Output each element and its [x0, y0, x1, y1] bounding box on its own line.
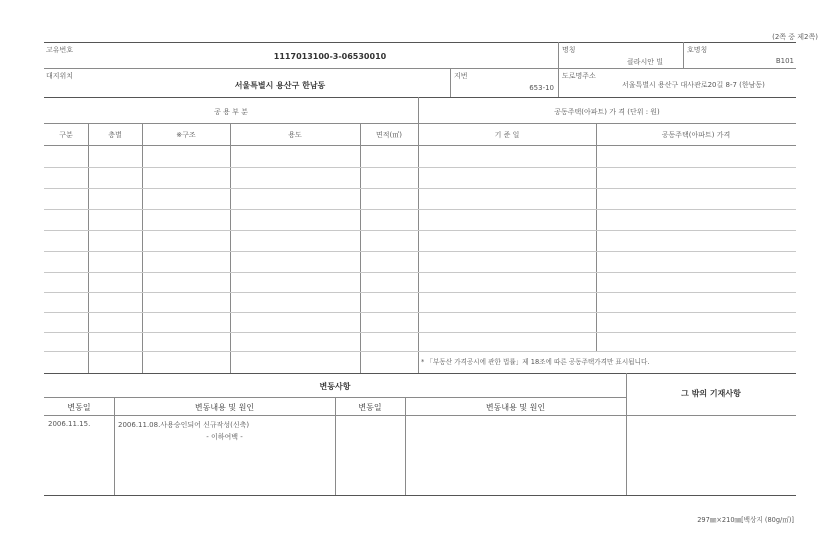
table-col-line — [142, 123, 143, 373]
name-label: 명칭 — [562, 46, 576, 54]
table-row-line — [44, 167, 796, 168]
lot-label: 지번 — [454, 72, 468, 80]
price-footnote: * 「부동산 가격공시에 관한 법률」제 18조에 따른 공동주택가격만 표시됩니다. — [421, 358, 650, 366]
table-row-line — [44, 351, 796, 352]
changes-top-line — [44, 373, 796, 374]
shared-section-title: 공 용 부 분 — [214, 108, 248, 116]
changes-col-content-1: 변동내용 및 원인 — [194, 403, 255, 412]
road-label: 도로명주소 — [562, 72, 596, 80]
header-divider — [683, 42, 684, 68]
changes-col-line — [626, 373, 627, 495]
col-header-base-date: 기 준 일 — [494, 131, 520, 139]
location-label: 대지위치 — [46, 72, 74, 80]
column-header-line — [44, 145, 796, 146]
unit-label: 호명칭 — [687, 46, 708, 54]
table-row-line — [44, 230, 796, 231]
location-value: 서울특별시 용산구 한남동 — [234, 81, 326, 90]
table-row-line — [44, 209, 796, 210]
changes-header-line — [44, 415, 796, 416]
col-header-structure: ※구조 — [176, 131, 196, 139]
changes-title: 변동사항 — [319, 382, 351, 391]
name-value: 클라시안 빌 — [627, 58, 664, 66]
page-count: (2쪽 중 제2쪽) — [772, 33, 818, 41]
col-header-price: 공동주택(아파트) 가격 — [661, 131, 731, 139]
header-divider — [450, 68, 451, 97]
header-bottom-line — [44, 97, 796, 98]
unique-no-value: 1117013100-3-06530010 — [273, 52, 387, 61]
table-row-line — [44, 292, 796, 293]
change-entry-date: 2006.11.15. — [48, 420, 91, 428]
price-section-title: 공동주택(아파트) 가 격 (단위 : 원) — [554, 108, 660, 116]
col-header-floor: 층별 — [108, 131, 122, 139]
changes-bottom-line — [44, 495, 796, 496]
lot-value: 653-10 — [529, 84, 554, 92]
col-header-area: 면적(㎡) — [376, 131, 402, 139]
header-divider — [558, 42, 559, 97]
change-entry-blank-note: - 이하여백 - — [206, 433, 243, 441]
changes-col-content-2: 변동내용 및 원인 — [485, 403, 546, 412]
other-section-title: 그 밖의 기재사항 — [681, 389, 741, 398]
changes-col-date-1: 변동일 — [67, 403, 91, 412]
road-value: 서울특별시 용산구 대사관로20길 8-7 (한남동) — [622, 81, 765, 89]
table-row-line — [44, 251, 796, 252]
table-col-line — [230, 123, 231, 373]
unique-no-label: 고유번호 — [46, 46, 74, 54]
paper-spec: 297㎜×210㎜[백상지 (80g/㎡)] — [697, 516, 794, 524]
table-row-line — [44, 188, 796, 189]
table-col-line — [360, 123, 361, 373]
table-row-line — [44, 312, 796, 313]
col-header-usage: 용도 — [288, 131, 302, 139]
change-entry-content: 2006.11.08.사용승인되어 신규작성(신축) — [118, 421, 250, 429]
col-header-category: 구분 — [59, 131, 73, 139]
section-title-line — [44, 123, 796, 124]
table-col-line — [88, 123, 89, 373]
table-col-line — [596, 123, 597, 351]
changes-col-date-2: 변동일 — [358, 403, 382, 412]
table-row-line — [44, 272, 796, 273]
unit-value: B101 — [775, 57, 794, 65]
header-mid-line — [44, 68, 796, 69]
table-row-line — [44, 332, 796, 333]
